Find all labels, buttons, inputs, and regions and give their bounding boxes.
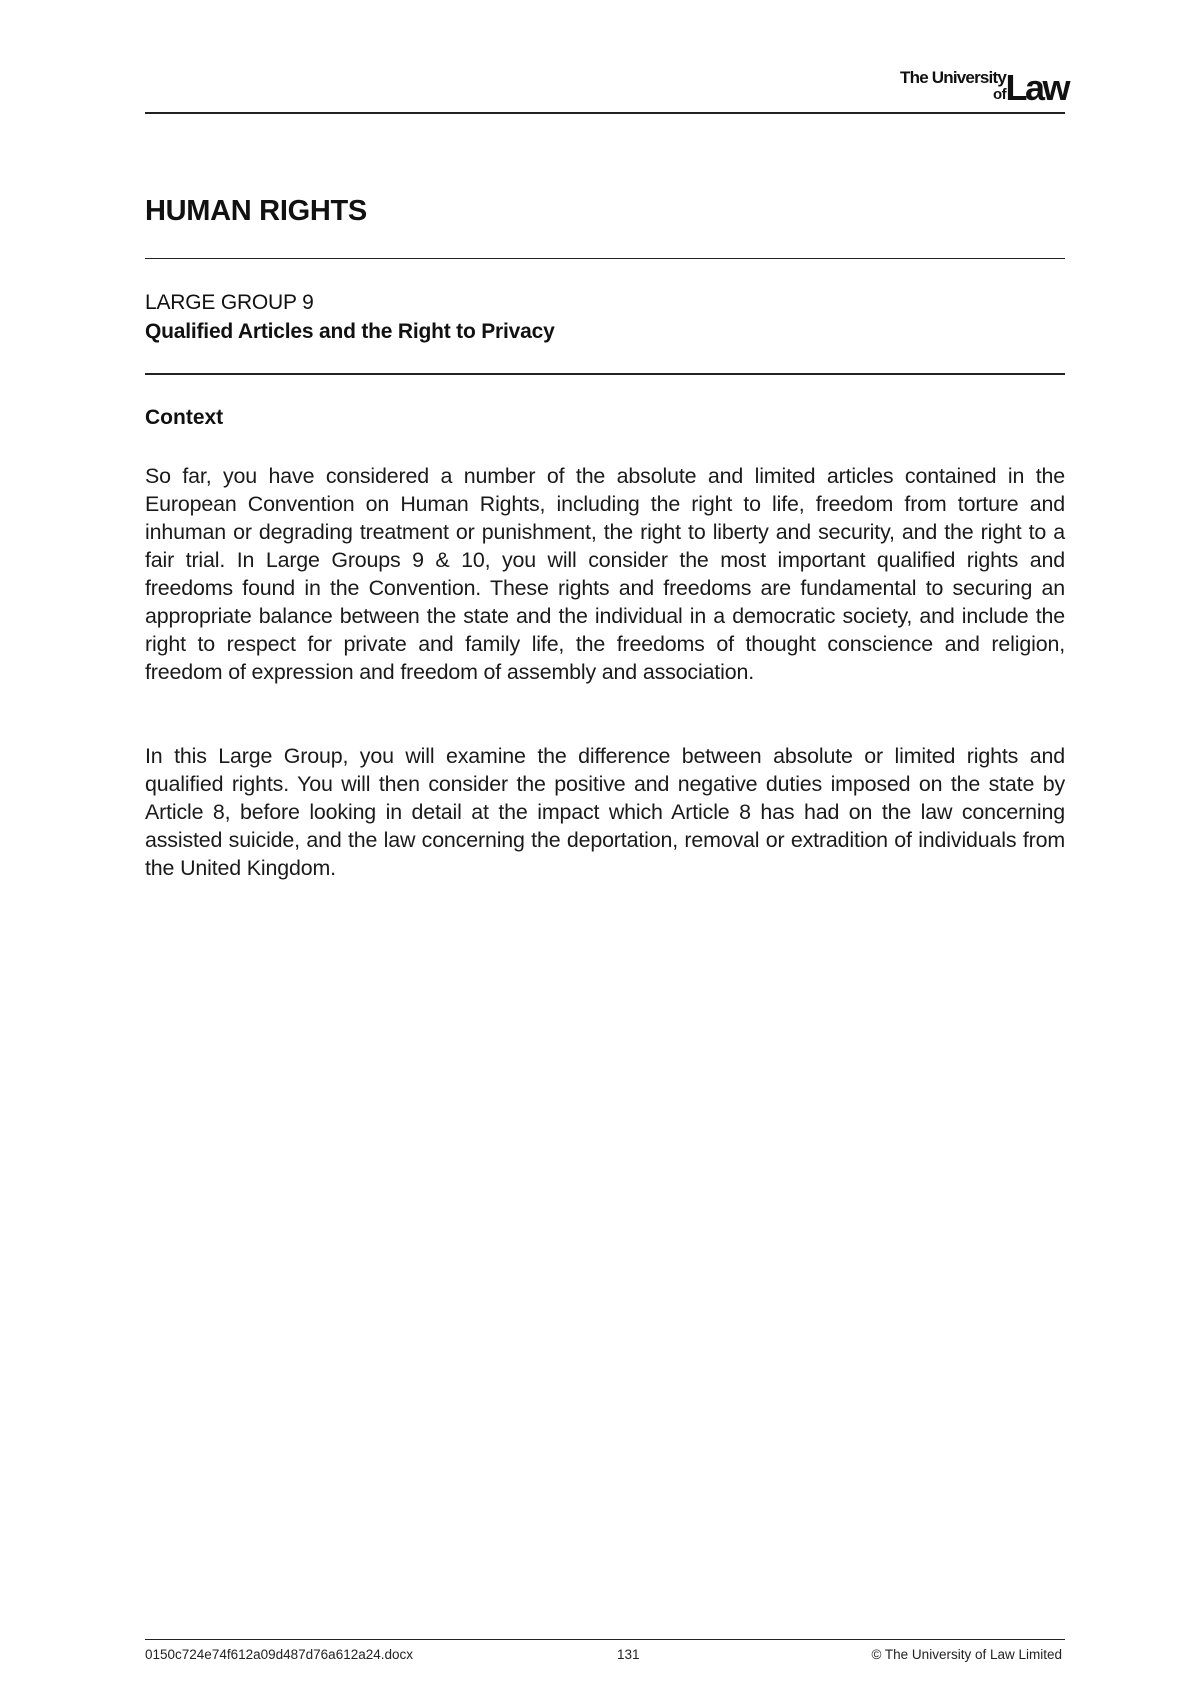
page-subtitle: Qualified Articles and the Right to Privacy: [145, 320, 555, 343]
context-paragraph-2: In this Large Group, you will examine the difference between absolute or limited rights and qualified rights. You will then consider the positive and negative duties imposed on the state by Article 8, before looking in detail at the impact which Article 8 has had on the law concerning assisted suicide, and the law concerning the deportation, removal or extradition of individuals from the United Kingdom.: [145, 744, 1065, 880]
footer-page-number: 131: [617, 1647, 640, 1662]
footer-copyright: © The University of Law Limited: [871, 1647, 1062, 1662]
group-label: LARGE GROUP 9: [145, 291, 314, 314]
footer-divider: [145, 1639, 1065, 1640]
subtitle-divider: [145, 373, 1065, 375]
university-logo: [858, 66, 1068, 106]
footer-filename: 0150c724e74f612a09d487d76a612a24.docx: [145, 1647, 414, 1662]
title-divider: [145, 258, 1065, 259]
header-divider: [145, 112, 1065, 114]
logo-text-law: Law: [1005, 67, 1068, 108]
logo-text-the-university: The University: [900, 68, 1006, 87]
context-paragraph-1: So far, you have considered a number of the absolute and limited articles contained in the European Convention on Human Rights, including the right to life, freedom from torture and inhuman or degrading treatment or punishment, the right to liberty and security, and the right to a fair trial. In Large Groups 9 & 10, you will consider the most important qualified rights and freedoms found in the Convention. These rights and freedoms are fundamental to securing an appropriate balance between the state and the individual in a democratic society, and include the right to respect for private and family life, the freedoms of thought conscience and religion, freedom of expression and freedom of assembly and association.: [145, 464, 1065, 684]
page-title: HUMAN RIGHTS: [145, 195, 367, 227]
section-heading-context: Context: [145, 406, 224, 429]
logo-text-of: of: [993, 86, 1006, 103]
